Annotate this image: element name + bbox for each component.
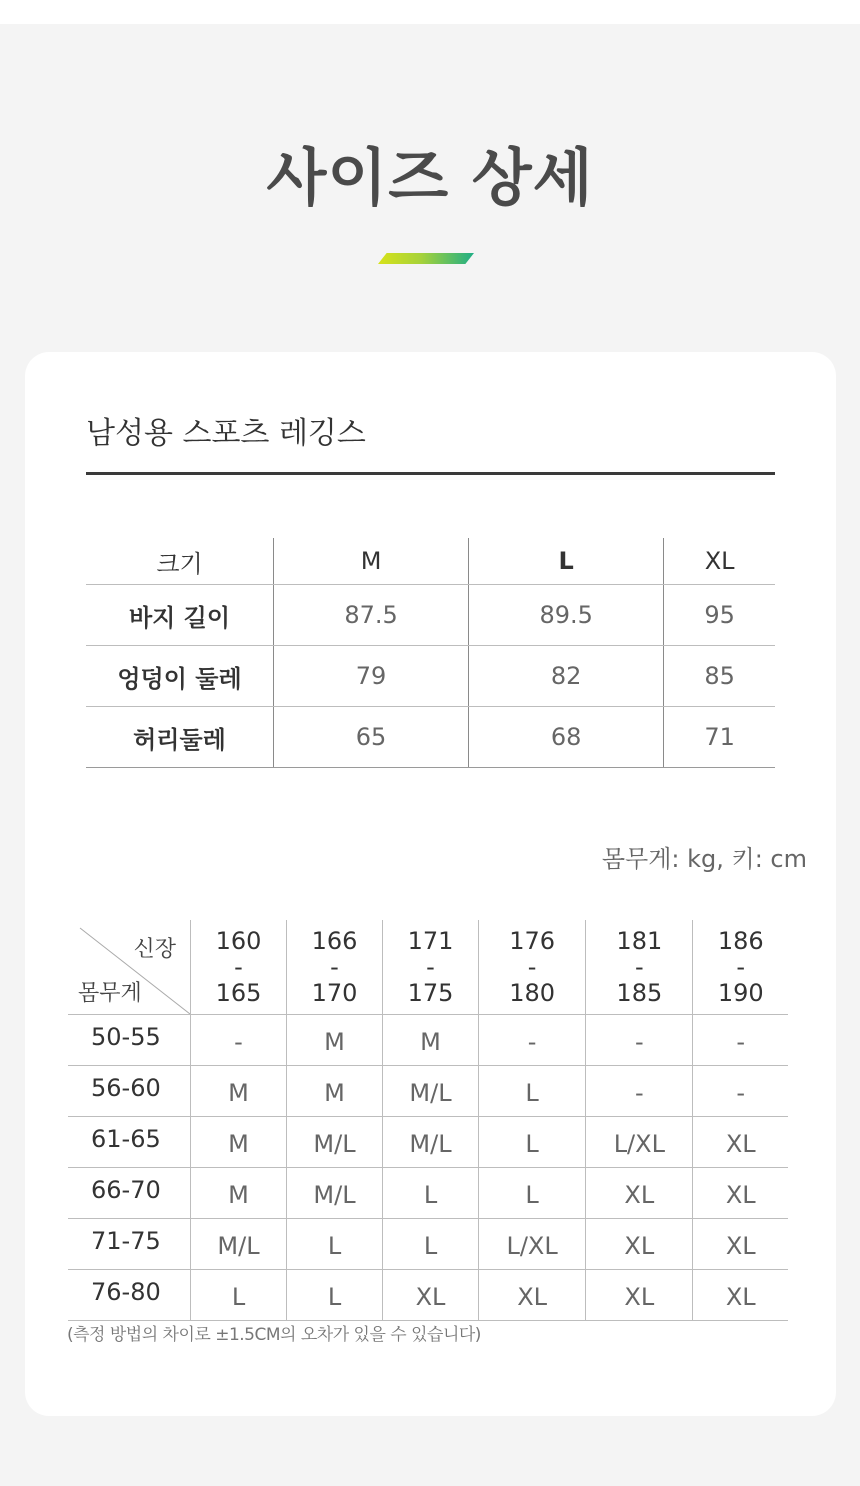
row-label: 허리둘레 [86,707,274,768]
table-row [68,1270,788,1321]
size-cell: XL [693,1117,788,1168]
height-header: 186 - 190 [693,920,788,1015]
size-cell: L [479,1066,586,1117]
table-row [68,1219,788,1270]
header-cell: M [274,538,469,585]
weight-axis-label: 몸무게 [78,981,142,1006]
header-cell: L [469,538,664,585]
height-header: 160 - 165 [191,920,287,1015]
height-header: 181 - 185 [586,920,693,1015]
size-cell: XL [693,1219,788,1270]
height-header: 166 - 170 [287,920,383,1015]
size-cell: XL [383,1270,479,1321]
unit-note: 몸무게: kg, 키: cm [601,845,807,873]
weight-label: 71-75 [68,1219,191,1270]
size-cell: L [383,1168,479,1219]
table-row [68,1066,788,1117]
size-cell: M/L [383,1066,479,1117]
product-name: 남성용 스포츠 레깅스 [86,416,366,451]
table-row [86,646,775,707]
size-cell: - [479,1015,586,1066]
top-bar [0,0,860,24]
size-card [25,352,836,1416]
weight-label: 50-55 [68,1015,191,1066]
table-row [68,1117,788,1168]
size-cell: L [479,1117,586,1168]
weight-label: 76-80 [68,1270,191,1321]
size-cell: XL [479,1270,586,1321]
size-cell: L/XL [479,1219,586,1270]
table-cell: 87.5 [274,585,469,646]
header-cell: 크기 [86,538,274,585]
size-cell: M [191,1168,287,1219]
measurement-footnote: (측정 방법의 차이로 ±1.5CM의 오차가 있을 수 있습니다) [67,1325,481,1345]
size-cell: - [693,1066,788,1117]
size-cell: XL [586,1219,693,1270]
header-cell: XL [664,538,775,585]
size-cell: - [586,1066,693,1117]
row-label: 엉덩이 둘레 [86,646,274,707]
size-table-header [86,538,775,585]
size-cell: XL [586,1270,693,1321]
table-cell: 71 [664,707,775,768]
table-cell: 68 [469,707,664,768]
size-cell: L [191,1270,287,1321]
size-cell: - [586,1015,693,1066]
weight-label: 61-65 [68,1117,191,1168]
table-row [86,585,775,646]
corner-cell [68,920,191,1015]
size-cell: L [479,1168,586,1219]
size-cell: M/L [287,1117,383,1168]
recommend-header [68,920,788,1015]
size-cell: M [191,1066,287,1117]
height-axis-label: 신장 [133,937,176,962]
table-cell: 85 [664,646,775,707]
size-table [86,538,775,768]
table-row [68,1168,788,1219]
size-cell: M/L [191,1219,287,1270]
table-cell: 79 [274,646,469,707]
size-cell: L/XL [586,1117,693,1168]
size-cell: - [693,1015,788,1066]
size-cell: XL [693,1168,788,1219]
product-divider [86,472,775,475]
table-row [68,1015,788,1066]
table-cell: 82 [469,646,664,707]
size-cell: M [383,1015,479,1066]
row-label: 바지 길이 [86,585,274,646]
size-cell: - [191,1015,287,1066]
size-cell: XL [693,1270,788,1321]
height-header: 171 - 175 [383,920,479,1015]
height-header: 176 - 180 [479,920,586,1015]
size-cell: M/L [383,1117,479,1168]
size-cell: XL [586,1168,693,1219]
table-cell: 95 [664,585,775,646]
weight-label: 66-70 [68,1168,191,1219]
table-cell: 65 [274,707,469,768]
table-row [86,707,775,768]
size-cell: L [287,1270,383,1321]
size-cell: M/L [287,1168,383,1219]
size-cell: L [383,1219,479,1270]
table-cell: 89.5 [469,585,664,646]
size-cell: L [287,1219,383,1270]
size-cell: M [287,1015,383,1066]
title-accent-bar [378,253,474,264]
recommend-table [68,920,788,1321]
size-cell: M [191,1117,287,1168]
weight-label: 56-60 [68,1066,191,1117]
page-title: 사이즈 상세 [266,141,594,214]
size-cell: M [287,1066,383,1117]
